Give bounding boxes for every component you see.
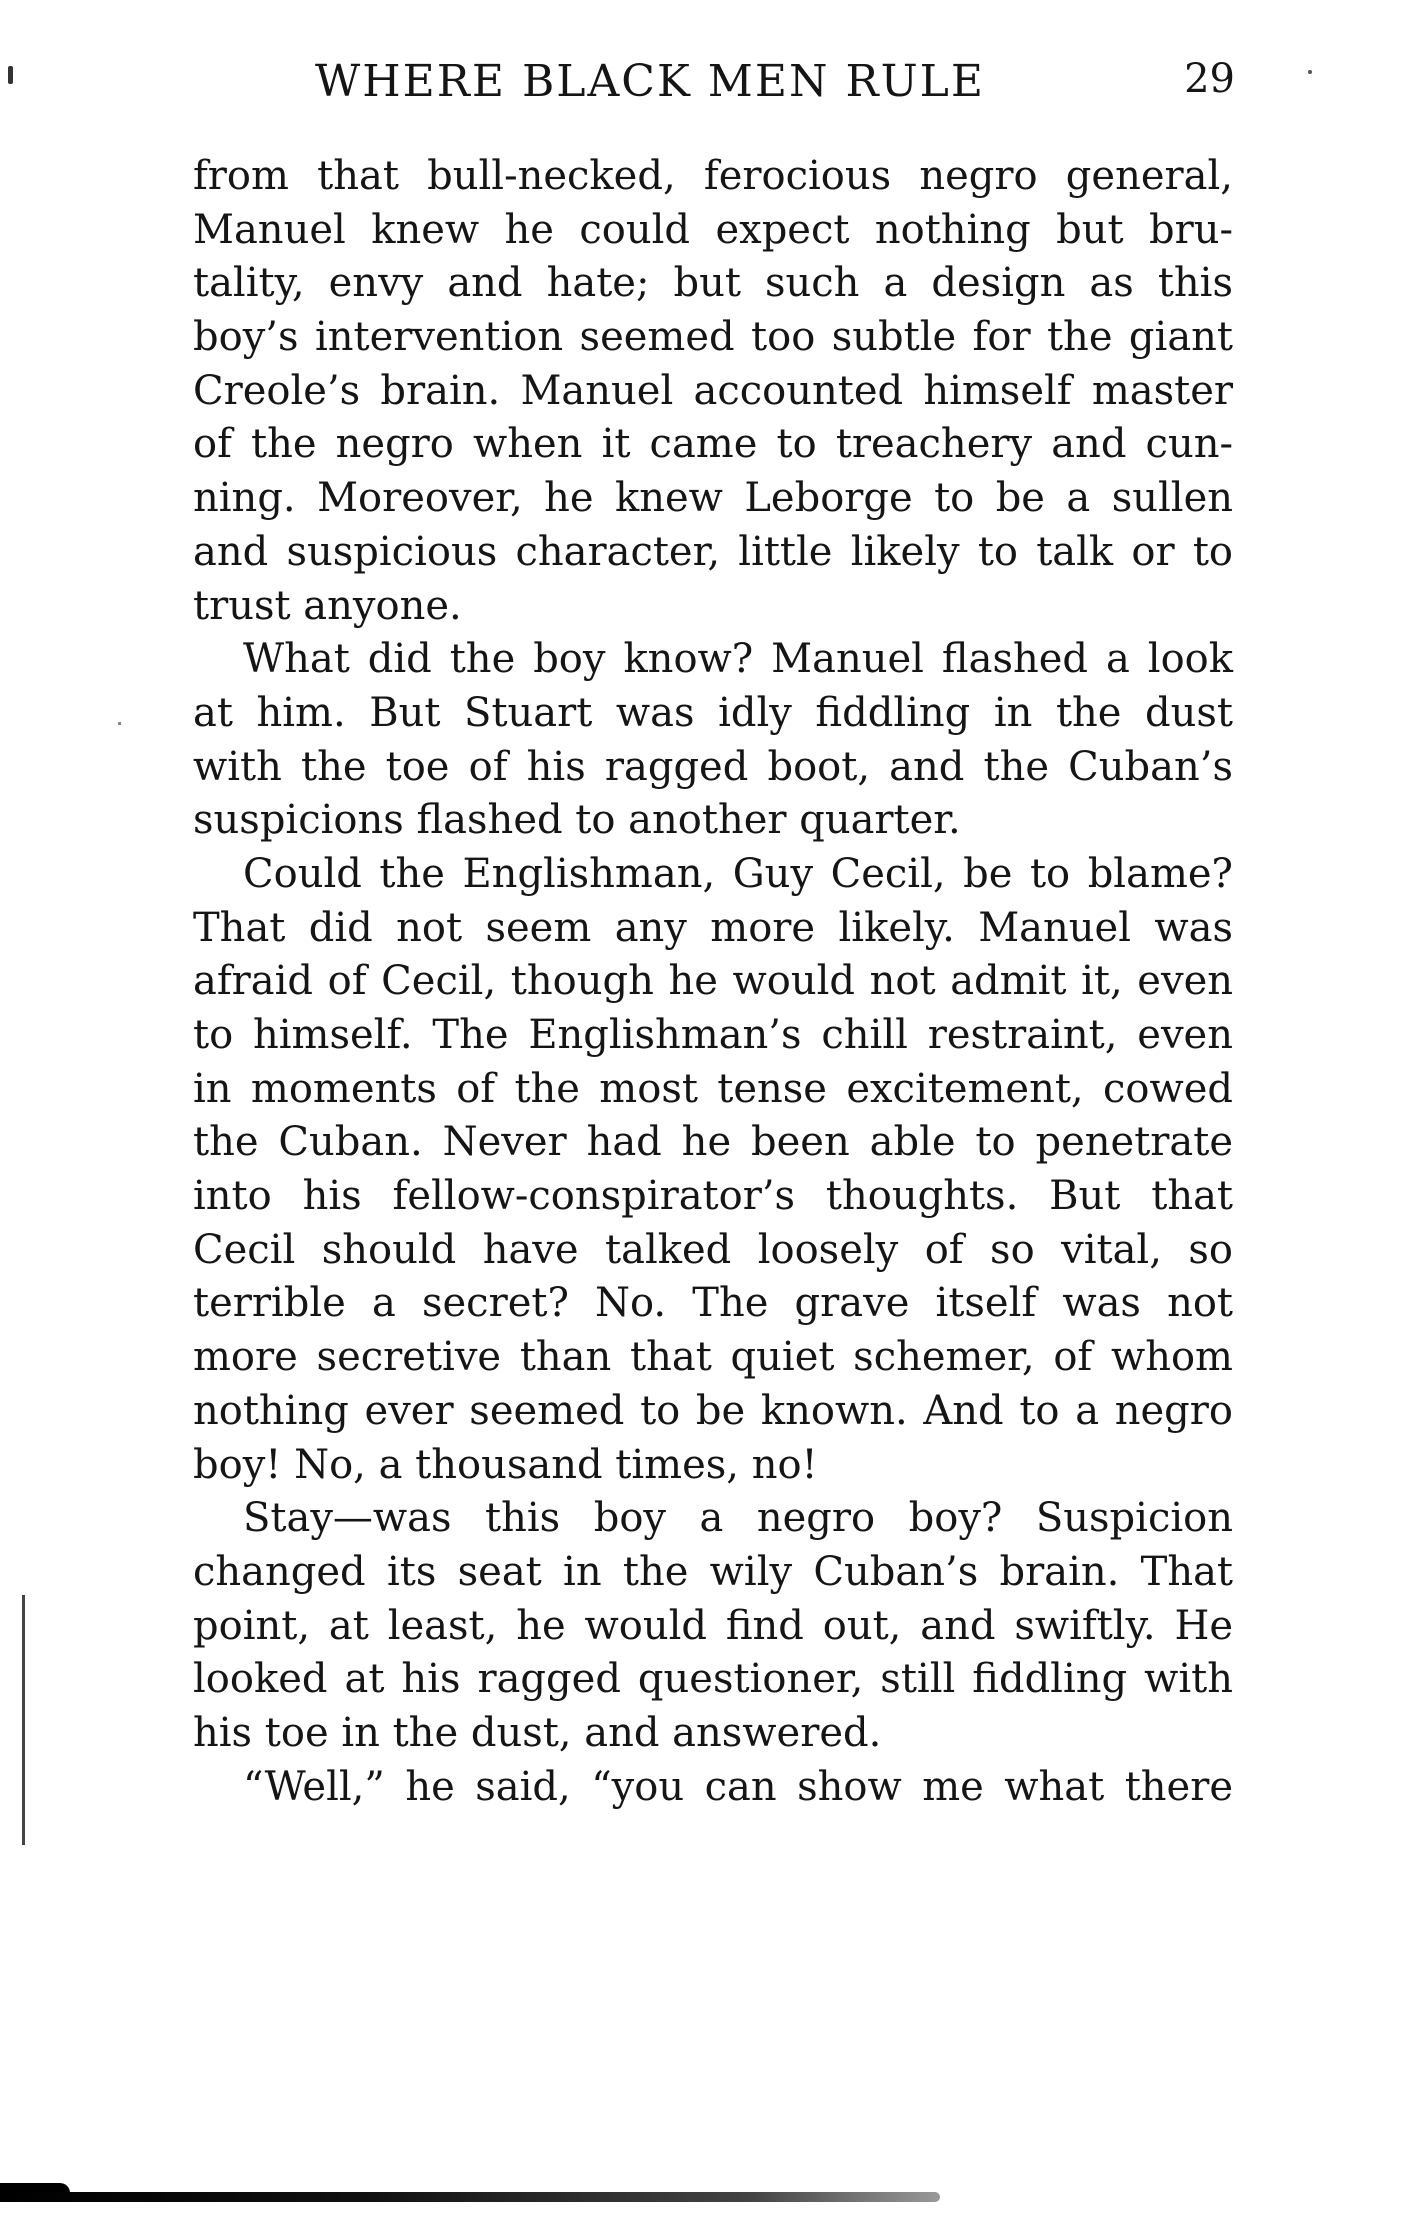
text-line: at him. But Stuart was idly fiddling in the dust bbox=[193, 689, 1233, 736]
text-line: Cecil should have talked loosely of so vital, so bbox=[193, 1226, 1233, 1273]
text-line: looked at his ragged questioner, still fiddling with bbox=[193, 1656, 1233, 1703]
text-line: changed its seat in the wily Cuban’s brain. That bbox=[193, 1548, 1233, 1595]
text-line: “Well,” he said, “you can show me what there bbox=[243, 1763, 1233, 1810]
text-line: afraid of Cecil, though he would not admit it, even bbox=[193, 958, 1233, 1005]
page-number: 29 bbox=[1184, 56, 1235, 102]
text-line: into his fellow-conspirator’s thoughts. But that bbox=[193, 1173, 1233, 1220]
text-line: trust anyone. bbox=[193, 582, 462, 629]
text-line: tality, envy and hate; but such a design as this bbox=[193, 260, 1233, 307]
text-line: terrible a secret? No. The grave itself was not bbox=[193, 1280, 1233, 1327]
margin-speck bbox=[118, 722, 121, 725]
text-line: with the toe of his ragged boot, and the Cuban’s bbox=[193, 743, 1233, 790]
margin-line bbox=[22, 1595, 25, 1845]
text-line: the Cuban. Never had he been able to penetrate bbox=[193, 1119, 1233, 1166]
text-line: Manuel knew he could expect nothing but bru- bbox=[193, 206, 1233, 253]
text-line: his toe in the dust, and answered. bbox=[193, 1709, 882, 1756]
text-line: boy! No, a thousand times, no! bbox=[193, 1441, 818, 1488]
text-line: more secretive than that quiet schemer, of whom bbox=[193, 1334, 1233, 1381]
text-line: of the negro when it came to treachery and cun- bbox=[193, 421, 1233, 468]
text-line: from that bull-necked, ferocious negro general, bbox=[193, 153, 1233, 199]
text-line: nothing ever seemed to be known. And to a negro bbox=[193, 1387, 1233, 1434]
text-line: ning. Moreover, he knew Leborge to be a sullen bbox=[193, 475, 1233, 522]
text-line: Could the Englishman, Guy Cecil, be to blame? bbox=[243, 850, 1233, 897]
scan-edge-line bbox=[0, 2192, 940, 2202]
body-text bbox=[193, 150, 1233, 1814]
text-line: What did the boy know? Manuel flashed a look bbox=[243, 636, 1233, 683]
margin-speck bbox=[1308, 70, 1312, 74]
running-title: WHERE BLACK MEN RULE bbox=[315, 56, 986, 107]
page-header bbox=[315, 56, 1235, 126]
text-line: boy’s intervention seemed too subtle for the giant bbox=[193, 314, 1233, 361]
text-line: suspicions flashed to another quarter. bbox=[193, 797, 961, 844]
text-line: Creole’s brain. Manuel accounted himself master bbox=[193, 367, 1233, 414]
text-line: in moments of the most tense excitement, cowed bbox=[193, 1065, 1233, 1112]
text-line: to himself. The Englishman’s chill restraint, even bbox=[193, 1012, 1233, 1058]
text-line: point, at least, he would find out, and swiftly. He bbox=[193, 1602, 1233, 1649]
margin-speck bbox=[8, 66, 13, 84]
text-line: That did not seem any more likely. Manuel was bbox=[193, 904, 1233, 951]
text-line: Stay—was this boy a negro boy? Suspicion bbox=[243, 1495, 1233, 1542]
text-line: and suspicious character, little likely to talk or to bbox=[193, 528, 1233, 575]
